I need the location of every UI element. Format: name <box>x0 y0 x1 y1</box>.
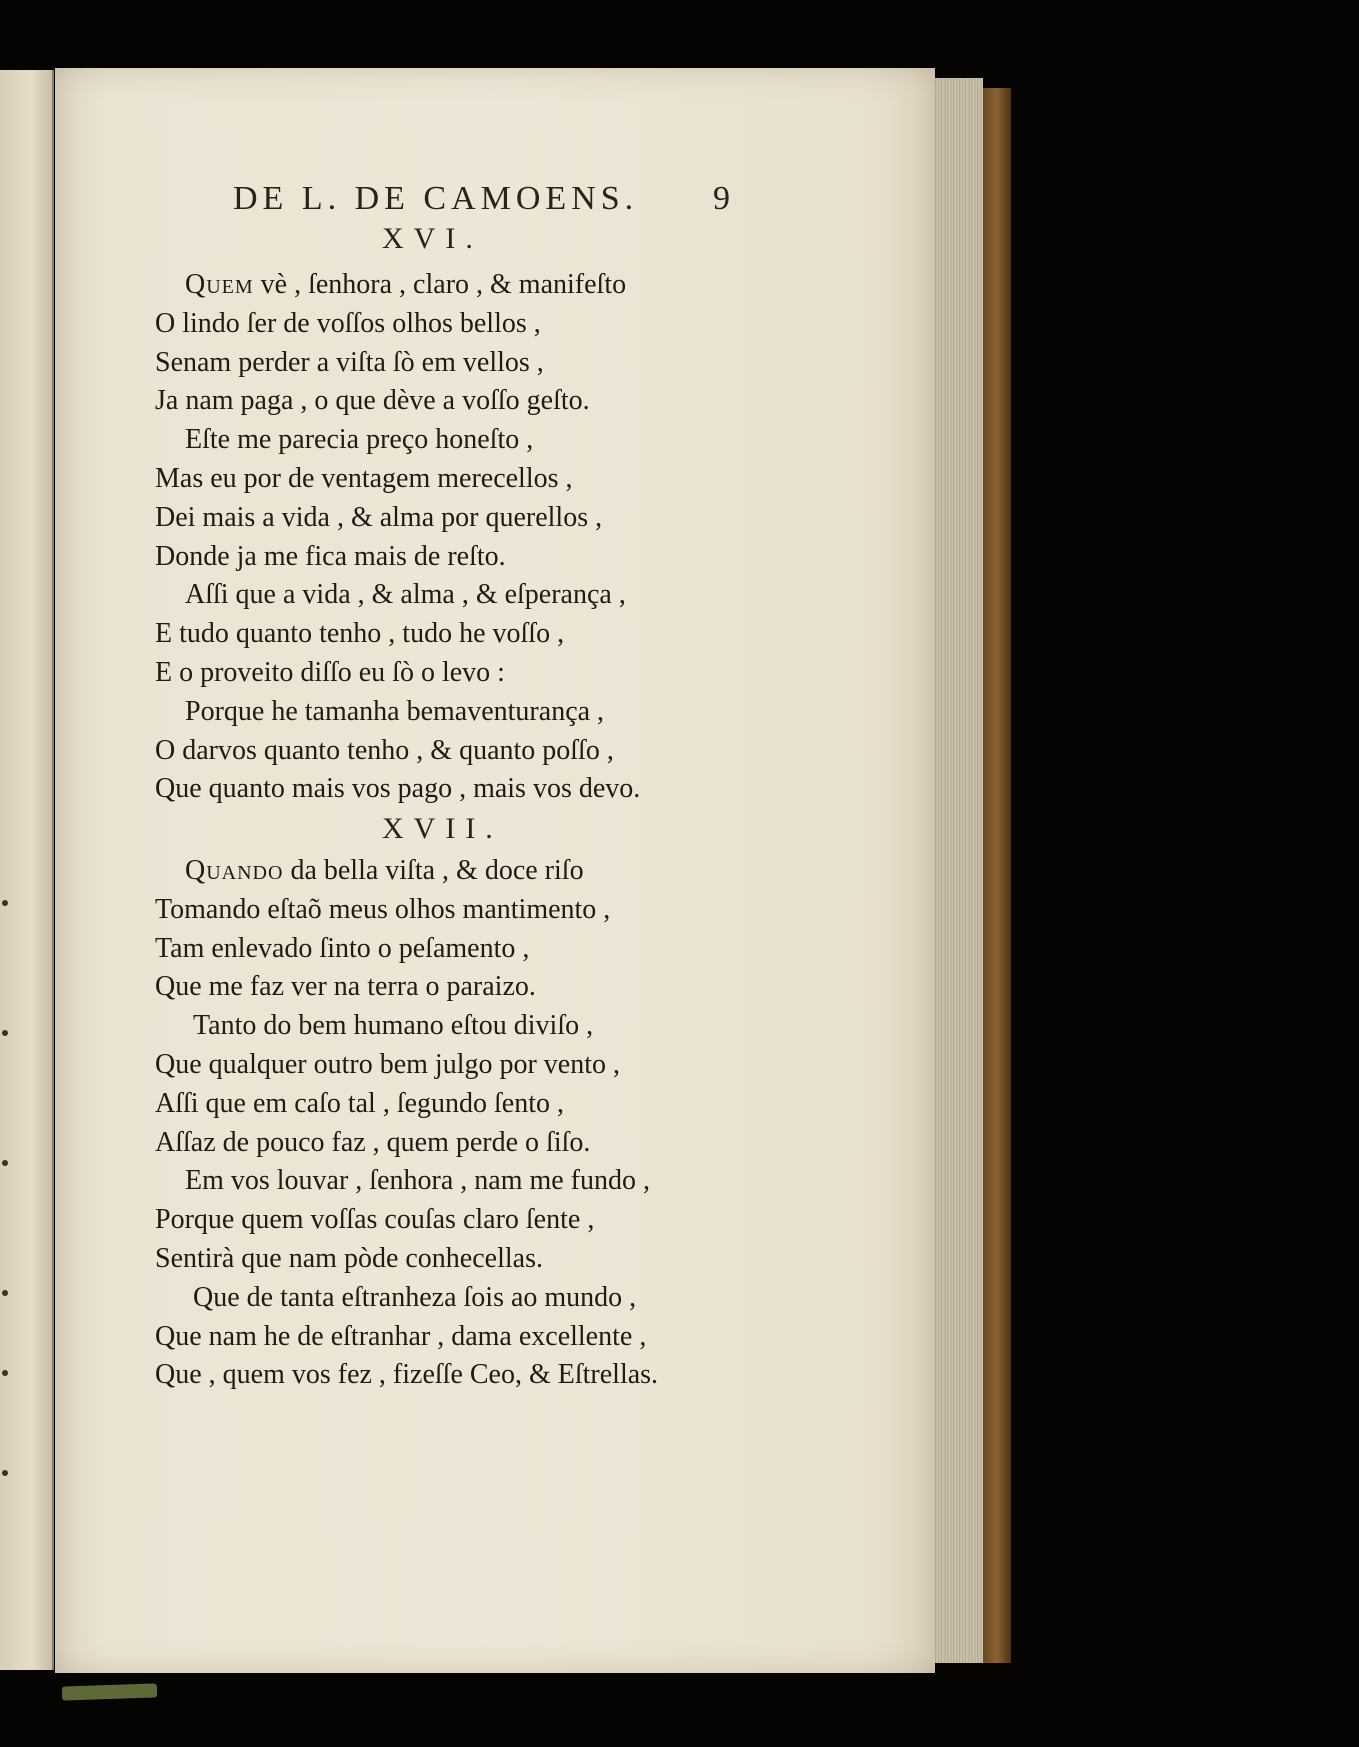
sonnet-xvii <box>155 852 658 1395</box>
verse-line <box>155 732 640 771</box>
verse-text: Sentirà que nam pòde conhecellas. <box>155 1242 543 1274</box>
verse-text: O darvos quanto tenho , & quanto poſſo , <box>155 734 614 766</box>
verse-text: Donde ja me fica mais de reſto. <box>155 540 506 572</box>
verse-text: Que , quem vos fez , fizeſſe Ceo, & Eſtrellas. <box>155 1359 659 1391</box>
verse-line <box>155 693 640 732</box>
verse-line <box>155 382 640 421</box>
verse-line <box>155 460 640 499</box>
page-block-edge <box>935 78 983 1663</box>
verse-line <box>155 1356 658 1395</box>
verse-text: Que nam he de eſtranhar , dama excellente , <box>155 1320 647 1352</box>
verse-text: Eſte me parecia preço honeſto , <box>185 424 534 456</box>
verse-text: da bella viſta , & doce riſo <box>283 855 584 886</box>
verse-text: E tudo quanto tenho , tudo he voſſo , <box>155 618 565 650</box>
page-number: 9 <box>713 180 730 217</box>
verse-line <box>155 305 640 344</box>
verse-text: Dei mais a vida , & alma por querellos , <box>155 501 603 533</box>
verse-text: Tanto do bem humano eſtou diviſo , <box>193 1010 594 1042</box>
verse-line <box>155 576 640 615</box>
verse-line <box>155 852 658 891</box>
verse-text: Que de tanta eſtranheza ſois ao mundo , <box>193 1281 637 1313</box>
ink-mark <box>2 1470 8 1476</box>
verse-text: Ja nam paga , o que dève a voſſo geſto. <box>155 385 590 417</box>
verse-line <box>155 891 658 930</box>
verse-line <box>155 421 640 460</box>
sonnet-heading: XVI. <box>382 222 483 255</box>
ink-mark <box>2 1370 8 1376</box>
previous-page-edge <box>0 70 54 1670</box>
ink-mark <box>2 1160 8 1166</box>
sonnet-heading: XVII. <box>382 812 503 845</box>
verse-line <box>155 1046 658 1085</box>
verse-line <box>155 1279 658 1318</box>
verse-line <box>155 499 640 538</box>
verse-line <box>155 1085 658 1124</box>
verse-line <box>155 968 658 1007</box>
verse-text: Tomando eſtaõ meus olhos mantimento , <box>155 893 611 925</box>
verse-text: Porque quem voſſas couſas claro ſente , <box>155 1204 595 1236</box>
verse-line <box>155 615 640 654</box>
ink-mark <box>2 1290 8 1296</box>
verse-initial-word: Quem <box>185 269 254 300</box>
verse-text: Em vos louvar , ſenhora , nam me fundo , <box>185 1165 651 1197</box>
verse-line <box>155 930 658 969</box>
verse-line <box>155 1318 658 1357</box>
verse-line <box>155 1201 658 1240</box>
bookmark-ribbon <box>62 1683 157 1700</box>
verse-line <box>155 1007 658 1046</box>
verse-text: Aſſi que em caſo tal , ſegundo ſento , <box>155 1087 565 1119</box>
verse-text: Que qualquer outro bem julgo por vento , <box>155 1048 621 1080</box>
verse-line <box>155 1240 658 1279</box>
verse-text: Tam enlevado ſinto o peſamento , <box>155 932 530 964</box>
verse-text: vè , ſenhora , claro , & manifeſto <box>253 269 627 300</box>
verse-text: Aſſaz de pouco faz , quem perde o ſiſo. <box>155 1126 591 1158</box>
sonnet-xvi <box>155 266 640 809</box>
verse-text: O lindo ſer de voſſos olhos bellos , <box>155 307 541 339</box>
verse-text: Que quanto mais vos pago , mais vos devo. <box>155 773 641 805</box>
verse-line <box>155 1124 658 1163</box>
ink-mark <box>2 900 8 906</box>
verse-line <box>155 538 640 577</box>
verse-text: Aſſi que a vida , & alma , & eſperança , <box>185 579 626 611</box>
verse-text: Mas eu por de ventagem merecellos , <box>155 462 573 494</box>
book-cover-edge <box>983 88 1011 1663</box>
verse-line <box>155 344 640 383</box>
verse-line <box>155 770 640 809</box>
verse-text: Que me faz ver na terra o paraizo. <box>155 971 536 1003</box>
verse-line <box>155 1162 658 1201</box>
running-head: DE L. DE CAMOENS. <box>233 180 639 217</box>
ink-mark <box>2 1030 8 1036</box>
verse-text: Senam perder a viſta ſò em vellos , <box>155 346 544 378</box>
verse-line <box>155 266 640 305</box>
verse-text: E o proveito diſſo eu ſò o levo : <box>155 656 505 688</box>
verse-text: Porque he tamanha bemaventurança , <box>185 695 605 727</box>
verse-initial-word: Quando <box>185 855 284 886</box>
verse-line <box>155 654 640 693</box>
